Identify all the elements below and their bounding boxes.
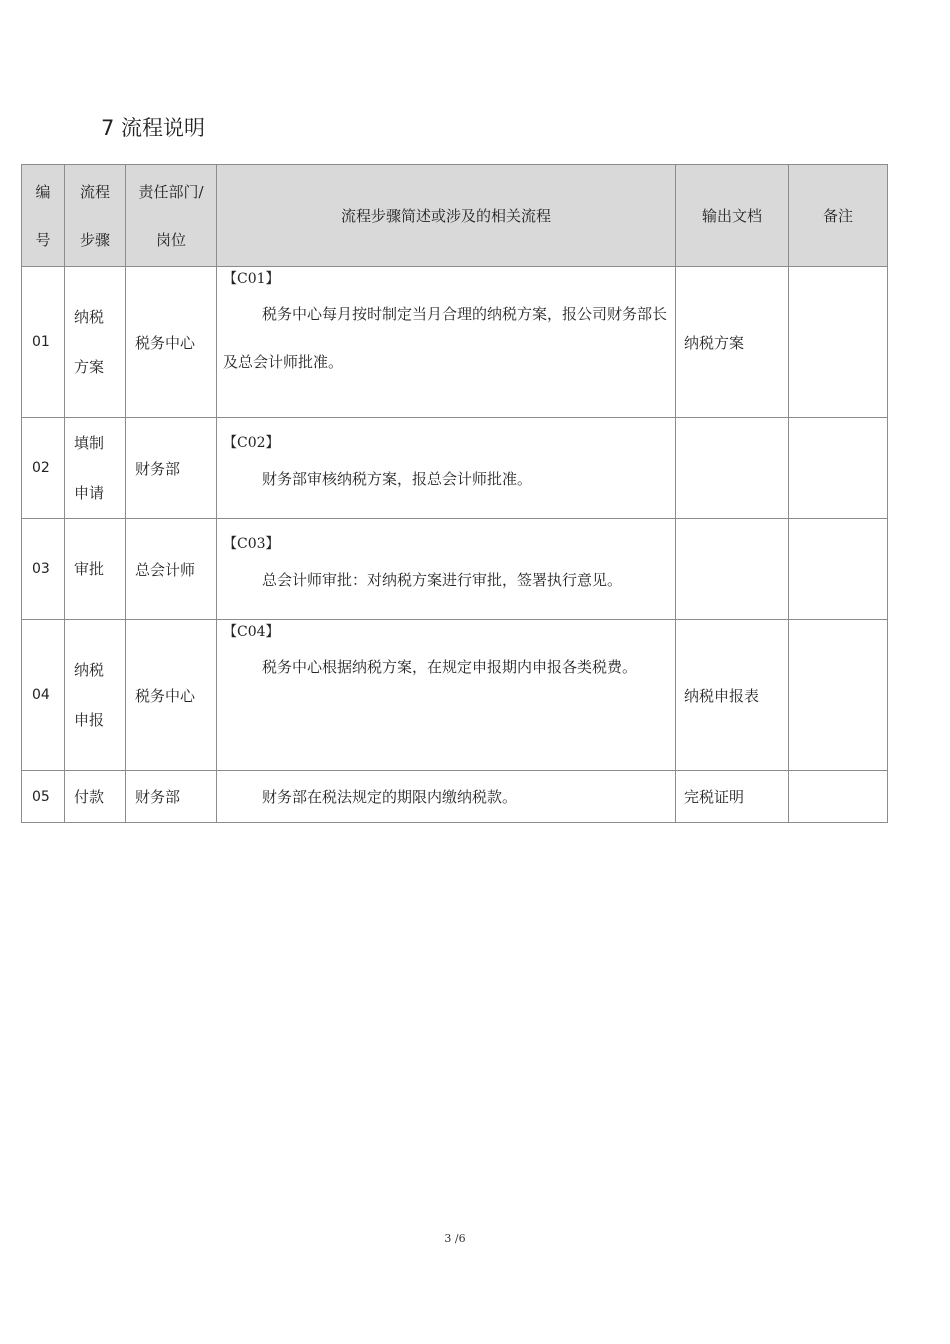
row-step: 付款 [65,771,126,823]
table-row [22,771,888,823]
header-output: 输出文档 [676,165,789,267]
section-title: 7 流程说明 [101,116,206,140]
row-description [217,519,676,620]
row-number: 01 [22,267,65,418]
row-dept: 税务中心 [126,267,217,418]
table-row [22,418,888,519]
row-number: 02 [22,418,65,519]
row-dept: 财务部 [126,771,217,823]
row-dept: 总会计师 [126,519,217,620]
row-output: 纳税方案 [676,267,789,418]
step-description: 财务部在税法规定的期限内缴纳税款。 [262,788,518,806]
row-description [217,267,676,418]
row-remark [789,519,888,620]
row-remark [789,620,888,771]
page-number: 3 /6 [444,1232,466,1245]
row-remark [789,418,888,519]
header-description: 流程步骤简述或涉及的相关流程 [217,165,676,267]
step-description: 税务中心根据纳税方案，在规定申报期内申报各类税费。 [262,658,638,676]
header-number: 编 号 [22,165,65,267]
step-description: 总会计师审批：对纳税方案进行审批，签署执行意见。 [262,571,623,589]
row-step: 审批 [65,519,126,620]
row-number: 03 [22,519,65,620]
row-output [676,519,789,620]
row-step: 纳税 申报 [65,620,126,771]
table-header-row [22,165,888,267]
row-number: 04 [22,620,65,771]
table-row [22,519,888,620]
row-step: 填制 申请 [65,418,126,519]
header-remark: 备注 [789,165,888,267]
row-step: 纳税 方案 [65,267,126,418]
row-dept: 财务部 [126,418,217,519]
row-description [217,771,676,823]
row-output [676,418,789,519]
table-row [22,267,888,418]
step-description: 财务部审核纳税方案，报总会计师批准。 [262,470,533,488]
row-description [217,620,676,771]
row-output: 纳税申报表 [676,620,789,771]
step-code: 【C01】 [223,271,280,287]
table-row [22,620,888,771]
step-code: 【C04】 [223,624,280,640]
step-description: 税务中心每月按时制定当月合理的纳税方案，报公司财务部长及总会计师批准。 [223,305,668,371]
row-remark [789,771,888,823]
row-output: 完税证明 [676,771,789,823]
header-dept: 责任部门/ 岗位 [126,165,217,267]
row-dept: 税务中心 [126,620,217,771]
row-description [217,418,676,519]
process-table [21,164,888,823]
row-remark [789,267,888,418]
step-code: 【C02】 [223,435,280,451]
step-code: 【C03】 [223,536,280,552]
header-step: 流程 步骤 [65,165,126,267]
row-number: 05 [22,771,65,823]
